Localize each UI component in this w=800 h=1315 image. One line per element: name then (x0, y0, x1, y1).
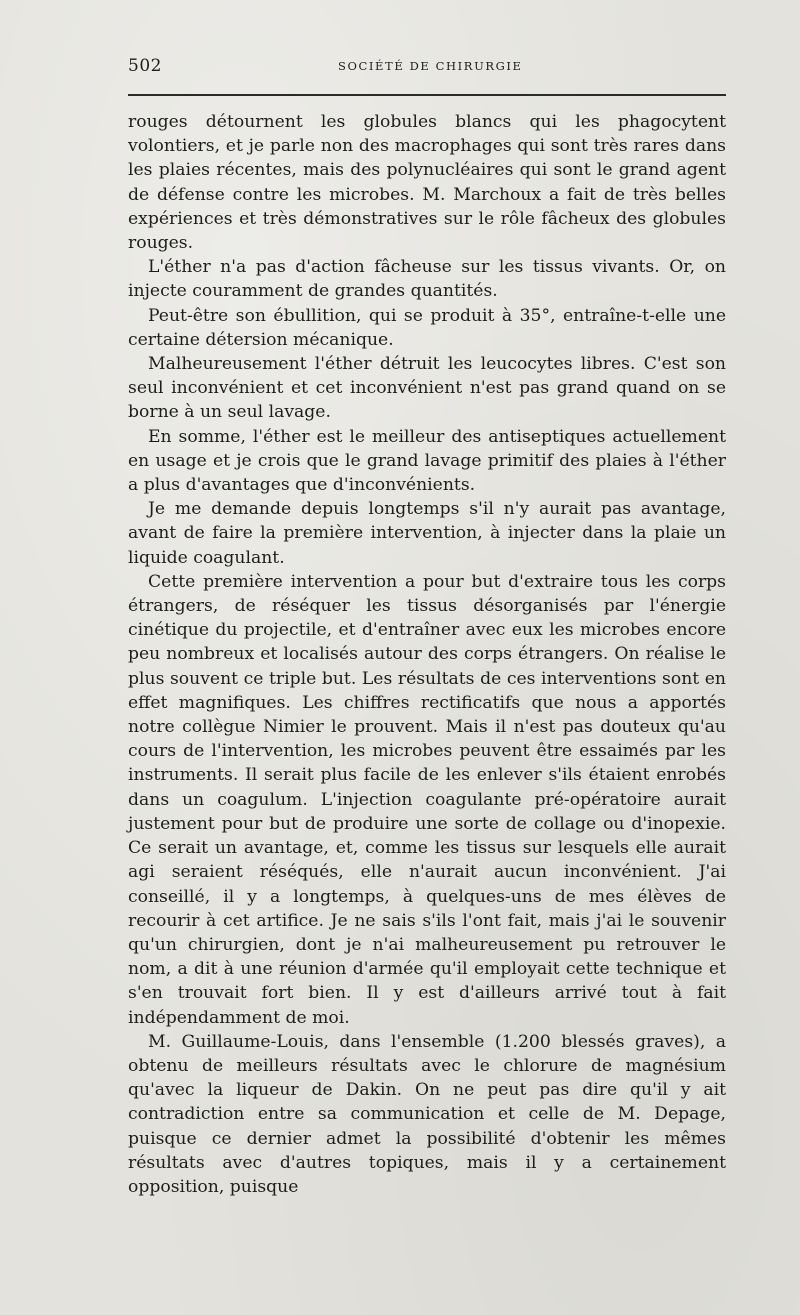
paragraph: En somme, l'éther est le meilleur des antiseptiques actuellement en usage et je crois que le grand lavage primitif des plaies à l'éther a plus d'avantages que d'inconvénients. (128, 426, 726, 496)
running-title: SOCIÉTÉ DE CHIRURGIE (338, 59, 523, 73)
header-rule (128, 94, 726, 96)
paragraph: L'éther n'a pas d'action fâcheuse sur les tissus vivants. Or, on injecte couramment de grandes quantités. (128, 257, 726, 302)
paragraph: Je me demande depuis longtemps s'il n'y aurait pas avantage, avant de faire la première intervention, à injecter dans la plaie un liquide coagulant. (128, 499, 726, 568)
page-number: 502 (128, 56, 162, 76)
paragraph: Cette première intervention a pour but d'extraire tous les corps étrangers, de réséquer les tissus désorganisés par l'énergie cinétique du projectile, et d'entraîner avec eux les microbes encore peu nombreux et localisés autour des corps étrangers. On réalise le plus souvent ce triple but. Les résultats de ces interventions sont en effet magnifiques. Les chiffres rectificatifs que nous a apportés notre collègue Nimier le prouvent. Mais il n'est pas douteux qu'au cours de l'intervention, les microbes peuvent être essaimés par les instruments. Il serait plus facile de les enlever s'ils étaient enrobés dans un coagulum. L'injection coagulante pré-opératoire aurait justement pour but de produire une sorte de collage ou d'inopexie. Ce serait un avantage, et, comme les tissus sur lesquels elle aurait agi seraient réséqués, elle n'aurait aucun inconvénient. J'ai conseillé, il y a longtemps, à quelques-uns de mes élèves de recourir à cet artifice. Je ne sais s'ils l'ont fait, mais j'ai le souvenir qu'un chirurgien, dont je n'ai malheureusement pu retrouver le nom, a dit à une réunion d'armée qu'il employait cette technique et s'en trouvait fort bien. Il y est d'ailleurs arrivé tout à fait indépendamment de moi. (128, 571, 726, 1028)
running-head (128, 56, 726, 78)
paragraph: M. Guillaume-Louis, dans l'ensemble (1.200 blessés graves), a obtenu de meilleurs résultats avec le chlorure de magnésium qu'avec la liqueur de Dakin. On ne peut pas dire qu'il y ait contradiction entre sa communication et celle de M. Depage, puisque ce dernier admet la possibilité d'obtenir les mêmes résultats avec d'autres topiques, mais il y a certainement opposition, puisque (128, 1031, 726, 1197)
body-text (128, 110, 726, 1199)
paragraph: rouges détournent les globules blancs qui les phagocytent volontiers, et je parle non des macrophages qui sont très rares dans les plaies récentes, mais des polynucléaires qui sont le grand agent de défense contre les microbes. M. Marchoux a fait de très belles expériences et très démonstratives sur le rôle fâcheux des globules rouges. (128, 112, 726, 254)
paragraph: Malheureusement l'éther détruit les leucocytes libres. C'est son seul inconvénient et cet inconvénient n'est pas grand quand on se borne à un seul lavage. (128, 354, 726, 423)
paragraph: Peut-être son ébullition, qui se produit à 35°, entraîne-t-elle une certaine détersion mécanique. (128, 305, 726, 350)
